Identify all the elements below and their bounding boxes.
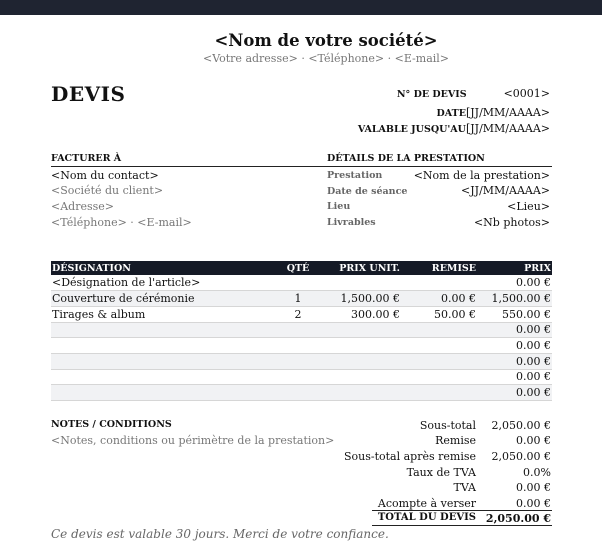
service-label: Prestation [327, 170, 383, 181]
top-banner [0, 0, 602, 15]
service-value: <Nom de la prestation> [413, 169, 550, 182]
cell-designation [51, 338, 269, 354]
billing-contact: <Nom du contact> [51, 169, 159, 182]
cell-qty [269, 338, 327, 354]
subtotal-value: 2,050.00 € [491, 419, 551, 432]
table-row [51, 385, 552, 401]
cell-price: 0.00 € [477, 353, 552, 369]
cell-unit-price [327, 322, 401, 338]
header-designation: DÉSIGNATION [51, 261, 269, 275]
header-qty: QTÉ [269, 261, 327, 275]
discount-label: Remise [435, 434, 476, 447]
quote-date-row [437, 106, 550, 119]
grand-total-label: TOTAL DU DEVIS [377, 512, 476, 523]
table-row [51, 275, 552, 291]
cell-qty: 2 [269, 306, 327, 322]
cell-price: 550.00 € [477, 306, 552, 322]
quote-date-label: DATE [436, 108, 466, 119]
vat-value: 0.00 € [516, 481, 551, 494]
cell-price: 0.00 € [477, 385, 552, 401]
billing-heading: FACTURER À [51, 153, 122, 164]
quote-valid-value: [JJ/MM/AAAA> [465, 122, 550, 135]
table-row [51, 353, 552, 369]
items-table [51, 261, 552, 401]
quote-date-value: [JJ/MM/AAAA> [465, 106, 550, 119]
cell-designation [51, 385, 269, 401]
cell-qty [269, 353, 327, 369]
subtotal-after-discount-value: 2,050.00 € [491, 450, 551, 463]
quote-number-row [397, 87, 550, 100]
header-price: PRIX [477, 261, 552, 275]
cell-designation: <Désignation de l'article> [51, 275, 269, 291]
header-discount: REMISE [401, 261, 477, 275]
quote-number-label: N° DE DEVIS [396, 89, 467, 100]
cell-designation [51, 322, 269, 338]
company-contact-line: <Votre adresse> · <Téléphone> · <E-mail> [202, 52, 450, 65]
table-row [51, 322, 552, 338]
notes-text: <Notes, conditions ou périmètre de la prestation> [51, 434, 335, 447]
subtotal-after-discount-label: Sous-total après remise [343, 450, 476, 463]
cell-unit-price [327, 385, 401, 401]
session-date-value: <JJ/MM/AAAA> [461, 184, 550, 197]
billing-address: <Adresse> [51, 200, 114, 213]
discount-value: 0.00 € [516, 434, 551, 447]
table-row [51, 369, 552, 385]
grand-total-top-rule [372, 510, 552, 511]
billing-phone-email: <Téléphone> · <E-mail> [51, 216, 192, 229]
deliverables-value: <Nb photos> [473, 216, 550, 229]
location-value: <Lieu> [507, 200, 550, 213]
vat-label: TVA [453, 481, 476, 494]
cell-unit-price [327, 369, 401, 385]
cell-qty [269, 275, 327, 291]
session-date-label: Date de séance [327, 186, 408, 197]
cell-discount [401, 275, 477, 291]
quote-valid-label: VALABLE JUSQU'AU [357, 124, 466, 135]
deliverables-label: Livrables [327, 217, 376, 228]
cell-discount [401, 322, 477, 338]
items-header-row [51, 261, 552, 275]
cell-price: 1,500.00 € [477, 291, 552, 307]
quote-valid-row [358, 122, 550, 135]
cell-discount [401, 353, 477, 369]
document-title: DEVIS [51, 82, 126, 106]
notes-heading: NOTES / CONDITIONS [51, 419, 172, 430]
cell-designation [51, 369, 269, 385]
vat-rate-value: 0.0% [523, 466, 551, 479]
section-divider [51, 166, 552, 167]
quote-number-value: <0001> [503, 87, 550, 100]
table-row [51, 338, 552, 354]
deposit-value: 0.00 € [516, 497, 551, 510]
cell-unit-price: 1,500.00 € [327, 291, 401, 307]
cell-discount [401, 369, 477, 385]
cell-designation [51, 353, 269, 369]
cell-price: 0.00 € [477, 275, 552, 291]
header-unit-price: PRIX UNIT. [327, 261, 401, 275]
footer-note: Ce devis est valable 30 jours. Merci de votre confiance. [51, 527, 389, 541]
grand-total-bottom-rule [372, 525, 552, 526]
service-heading: DÉTAILS DE LA PRESTATION [327, 153, 485, 164]
cell-discount: 50.00 € [401, 306, 477, 322]
deposit-label: Acompte à verser [377, 497, 476, 510]
cell-price: 0.00 € [477, 322, 552, 338]
cell-qty [269, 369, 327, 385]
cell-unit-price [327, 353, 401, 369]
cell-discount [401, 385, 477, 401]
cell-unit-price [327, 275, 401, 291]
vat-rate-label: Taux de TVA [406, 466, 476, 479]
cell-designation: Couverture de cérémonie [51, 291, 269, 307]
cell-designation: Tirages & album [51, 306, 269, 322]
cell-discount [401, 338, 477, 354]
table-row [51, 306, 552, 322]
cell-unit-price [327, 338, 401, 354]
cell-price: 0.00 € [477, 338, 552, 354]
billing-company: <Société du client> [51, 184, 164, 197]
company-name: <Nom de votre société> [214, 31, 438, 50]
cell-qty [269, 385, 327, 401]
cell-unit-price: 300.00 € [327, 306, 401, 322]
location-label: Lieu [327, 201, 351, 212]
subtotal-label: Sous-total [419, 419, 476, 432]
cell-qty [269, 322, 327, 338]
grand-total-value: 2,050.00 € [485, 512, 551, 525]
cell-qty: 1 [269, 291, 327, 307]
table-row [51, 291, 552, 307]
cell-discount: 0.00 € [401, 291, 477, 307]
cell-price: 0.00 € [477, 369, 552, 385]
